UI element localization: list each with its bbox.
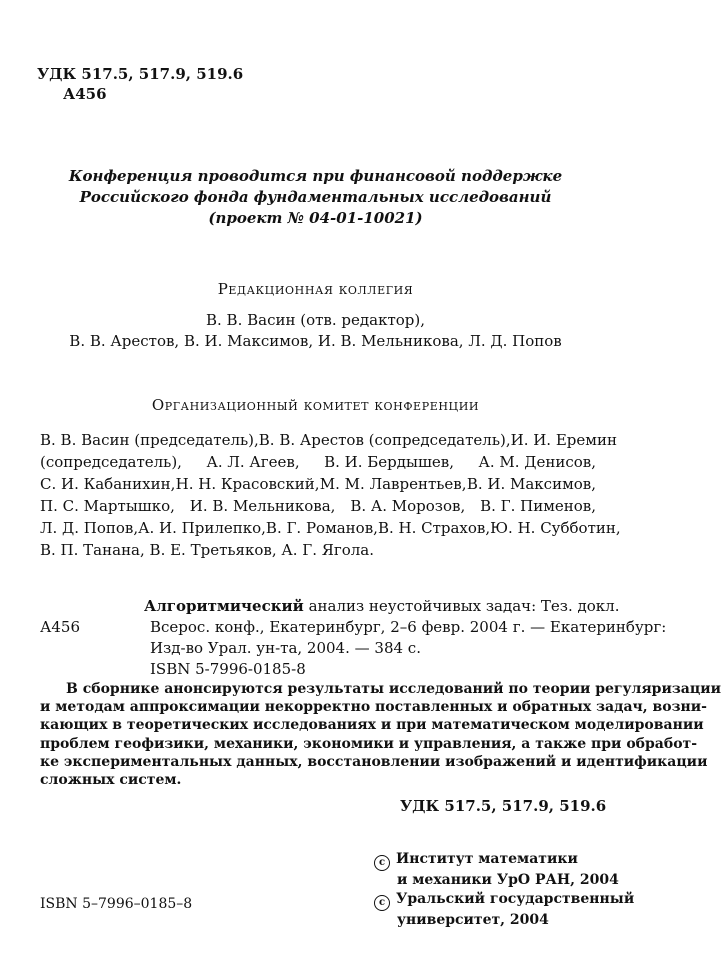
editorial-board [30,310,601,352]
author-code: А456 [63,85,107,103]
abstract-line: сложных систем. [40,772,182,789]
committee-member: А. И. Прилепко, [138,519,266,537]
editorial-board-heading: Редакционная коллегия [217,280,414,298]
copyright-holder-cont: и механики УрО РАН, 2004 [397,872,619,888]
catalog-code: А456 [40,618,80,636]
copyright-line [374,890,634,911]
copyright-icon: c [374,895,390,911]
committee-line [40,539,596,561]
editorial-board-line: В. В. Васин (отв. редактор), [206,311,425,329]
committee-member: В. И. Максимов, [466,475,596,493]
abstract-line: проблем геофизики, механики, экономики и управления, а также при обработ- [40,735,698,752]
committee-member: В. В. Арестов (сопредседатель), [258,431,511,449]
catalog-line: Изд-во Урал. ун-та, 2004. — 384 с. [150,639,421,657]
catalog-row [40,659,596,680]
committee-member: (сопредседатель), [40,453,182,471]
copyright-block [374,850,634,930]
catalog-row [40,617,667,638]
organizing-committee [40,429,621,561]
copyright-holder-cont: университет, 2004 [397,912,549,928]
committee-member: В. И. Бердышев, [324,453,454,471]
udk-classification: УДК 517.5, 517.9, 519.6 [37,65,244,83]
committee-member: В. Г. Романов, [265,519,378,537]
abstract-line: и методам аппроксимации некорректно поставленных и обратных задач, возни- [40,699,707,716]
organizing-committee-heading: Организационный комитет конференции [151,396,480,414]
abstract-line: В сборнике анонсируются результаты исследований по теории регуляризации [66,681,721,697]
committee-member: В. Н. Страхов, [377,519,491,537]
committee-member: С. И. Кабанихин, [40,475,176,493]
committee-member: Н. Н. Красовский, [175,475,320,493]
committee-member: А. М. Денисов, [478,453,596,471]
grant-note [40,166,591,229]
grant-line: Российского фонда фундаментальных исследований [79,188,552,206]
committee-line [40,473,596,495]
committee-member: А. Л. Агеев, [206,453,300,471]
committee-member: И. И. Еремин [510,431,617,449]
committee-line [40,517,621,539]
catalog-title-bold: Алгоритмический [144,597,304,615]
catalog-title [144,596,619,617]
committee-member: Л. Д. Попов, [40,519,139,537]
committee-member: В. П. Танана, В. Е. Третьяков, А. Г. Ягола. [40,541,374,559]
catalog-card [40,596,667,680]
isbn-footer: ISBN 5–7996–0185–8 [40,896,193,912]
grant-line: (проект № 04-01-10021) [208,209,423,227]
abstract-line: ке экспериментальных данных, восстановлении изображений и идентификации [40,753,708,770]
committee-member: И. В. Мельникова, [189,497,336,515]
committee-line [40,451,596,473]
catalog-title-row [40,596,620,617]
committee-member: М. М. Лаврентьев, [319,475,467,493]
abstract-line: кающих в теоретических исследованиях и при математическом моделировании [40,717,704,734]
copyright-icon: c [374,855,390,871]
copyright-holder: Институт математики [396,851,578,867]
committee-line [40,429,617,451]
committee-member: Ю. Н. Субботин, [490,519,621,537]
committee-line [40,495,596,517]
catalog-isbn: ISBN 5-7996-0185-8 [150,660,306,678]
grant-line: Конференция проводится при финансовой поддержке [68,167,563,185]
abstract [40,680,721,789]
committee-member: В. Г. Пименов, [480,497,596,515]
committee-member: В. А. Морозов, [350,497,466,515]
udk-header [37,64,243,104]
committee-member: В. В. Васин (председатель), [40,431,259,449]
copyright-line [374,850,634,871]
editorial-board-line: В. В. Арестов, В. И. Максимов, И. В. Мельникова, Л. Д. Попов [69,332,562,350]
udk-footer: УДК 517.5, 517.9, 519.6 [400,797,607,815]
copyright-holder: Уральский государственный [396,891,635,907]
catalog-title-rest: анализ неустойчивых задач: Тез. докл. [303,597,620,615]
catalog-line: Всерос. конф., Екатеринбург, 2–6 февр. 2004 г. — Екатеринбург: [150,618,667,636]
catalog-row [40,638,596,659]
committee-member: П. С. Мартышко, [40,497,175,515]
